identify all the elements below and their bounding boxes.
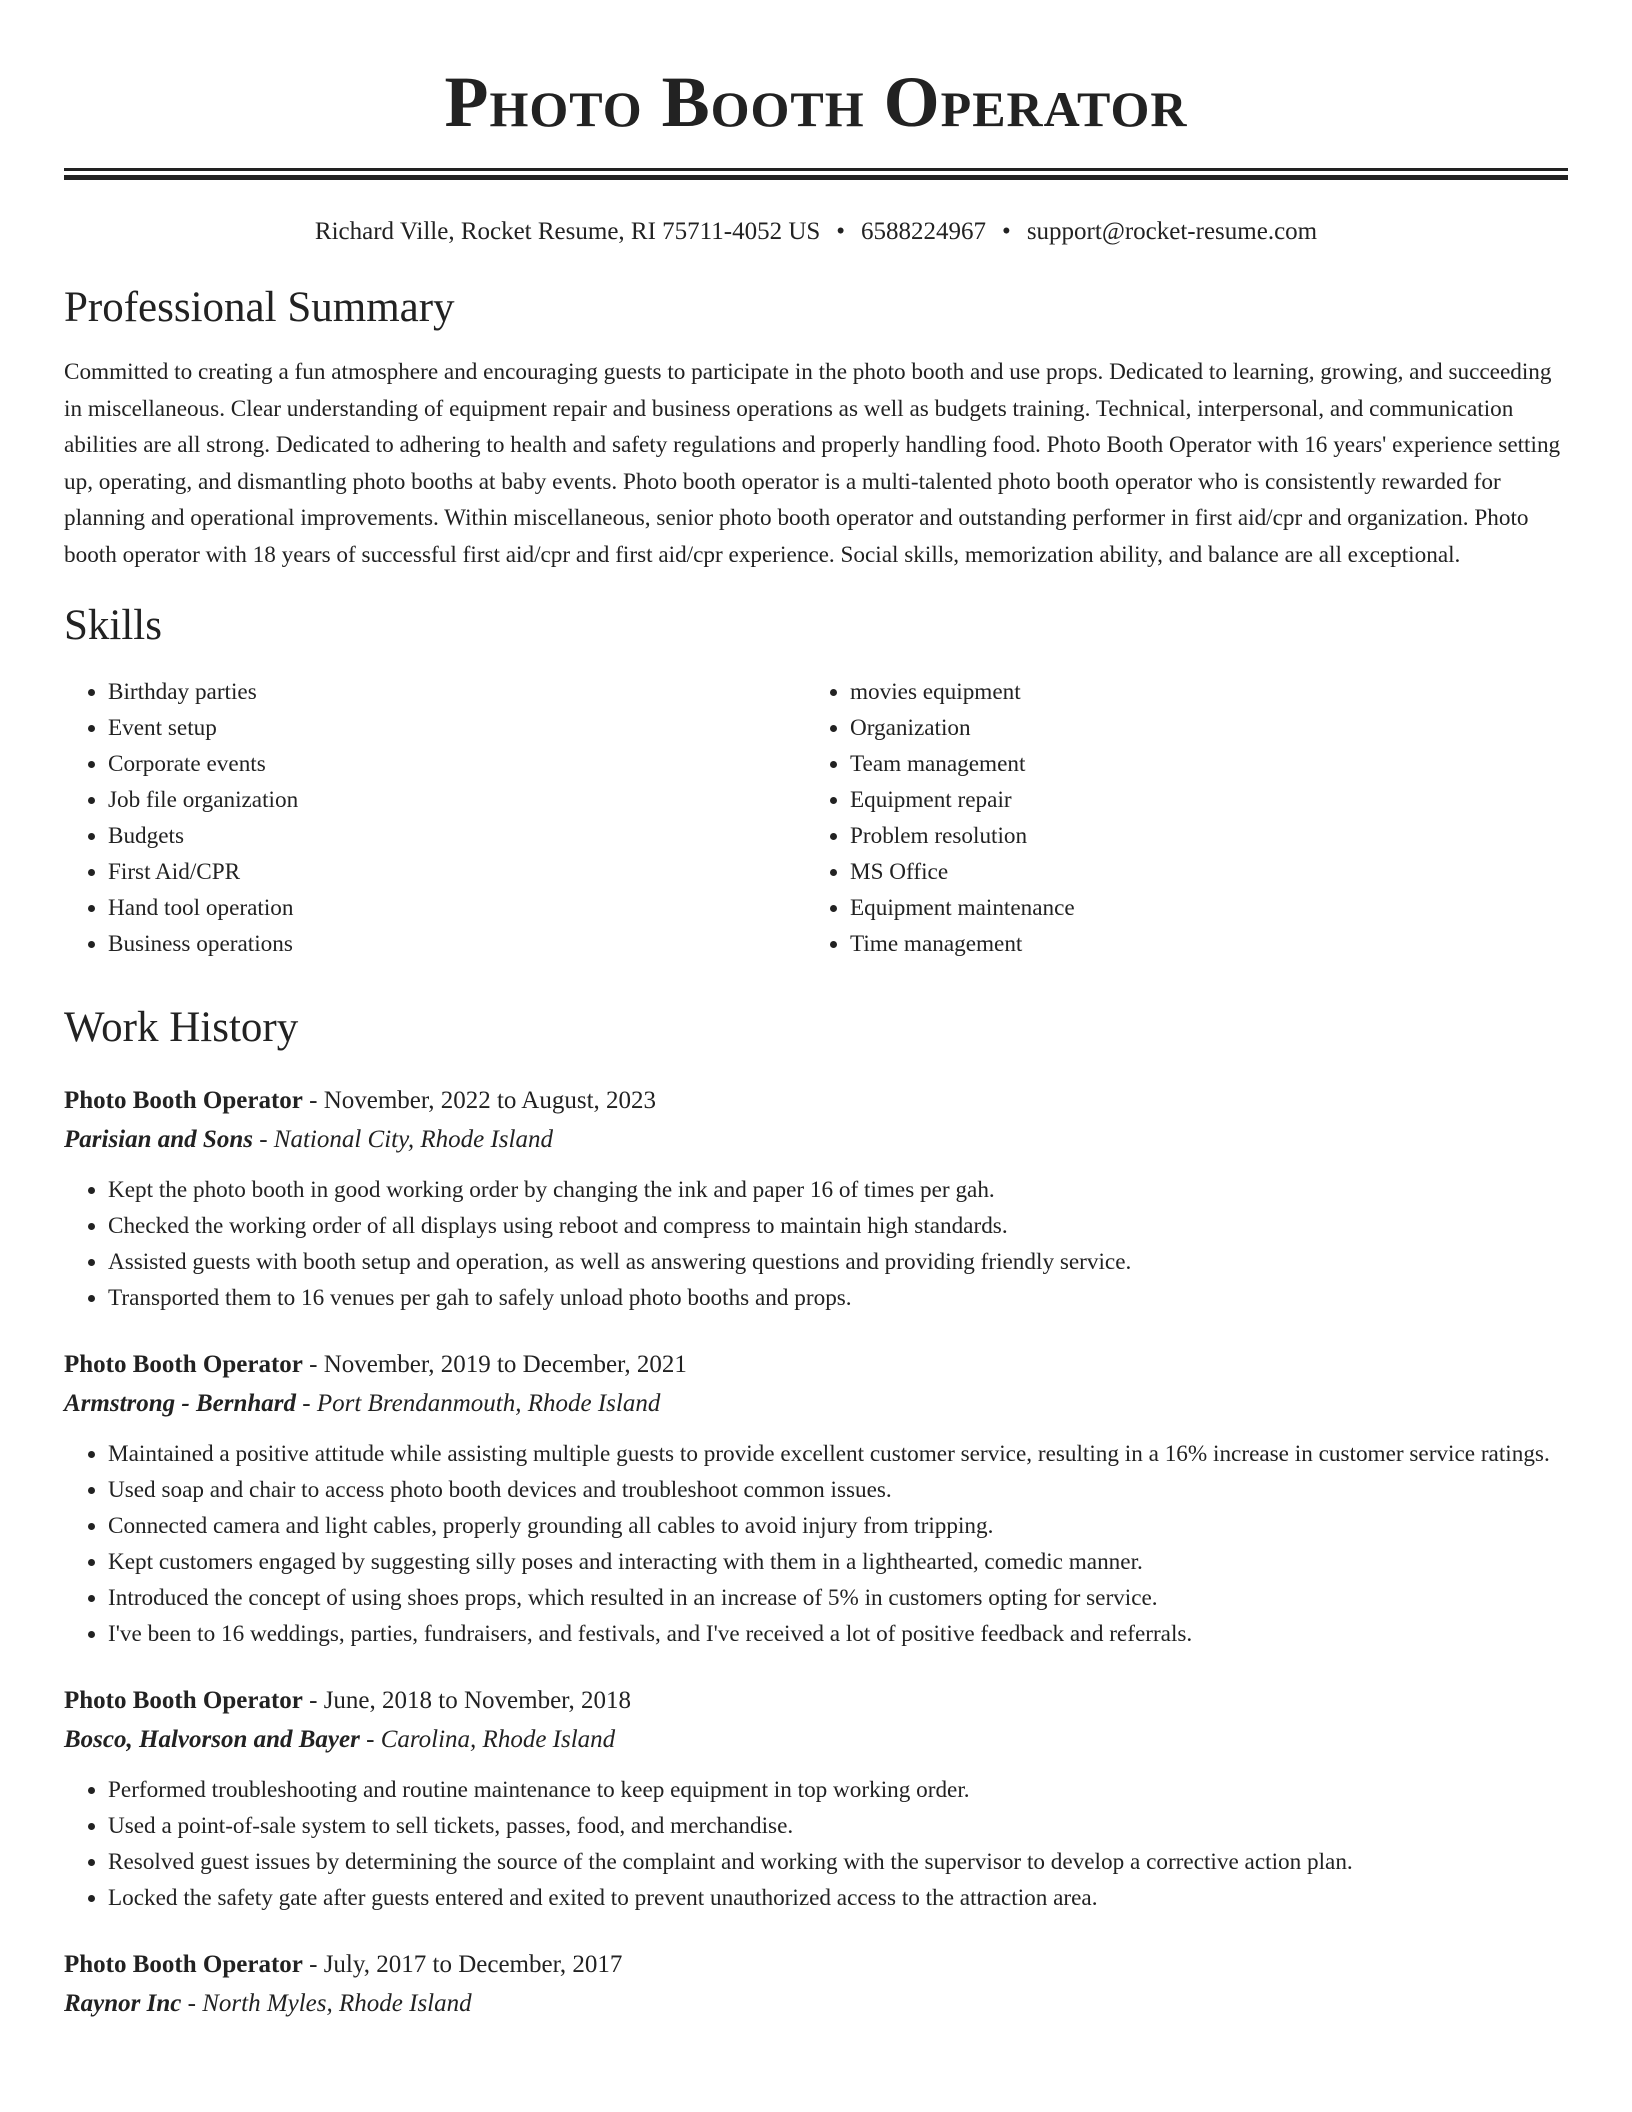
job-company-line xyxy=(64,1984,1568,2024)
job-entry xyxy=(64,1946,1568,2024)
job-company-line xyxy=(64,1120,1568,1160)
contact-address: Richard Ville, Rocket Resume, RI 75711-4052 US xyxy=(314,218,821,245)
job-entry xyxy=(64,1682,1568,1916)
skill-item: • Equipment repair xyxy=(850,782,1548,818)
job-bullet: • Introduced the concept of using shoes props, which resulted in an increase of 5% in customers opting for service. xyxy=(108,1580,1568,1616)
job-bullet: • Resolved guest issues by determining the source of the complaint and working with the supervisor to develop a corrective action plan. xyxy=(108,1844,1568,1880)
job-company: Armstrong - Bernhard xyxy=(64,1389,297,1417)
skill-item: • First Aid/CPR xyxy=(108,854,806,890)
job-bullet: • Connected camera and light cables, properly grounding all cables to avoid injury from tripping. xyxy=(108,1508,1568,1544)
job-dash: - xyxy=(302,1350,324,1378)
job-bullet: • Transported them to 16 venues per gah to safely unload photo booths and props. xyxy=(108,1280,1568,1316)
job-entry xyxy=(64,1346,1568,1652)
skill-item: • Equipment maintenance xyxy=(850,890,1548,926)
job-bullet: • Kept customers engaged by suggesting silly poses and interacting with them in a lighthearted, comedic manner. xyxy=(108,1544,1568,1580)
job-location: National City, Rhode Island xyxy=(273,1125,553,1153)
job-bullet: • Used a point-of-sale system to sell tickets, passes, food, and merchandise. xyxy=(108,1808,1568,1844)
job-title-line xyxy=(64,1682,1568,1720)
job-bullet: • I've been to 16 weddings, parties, fundraisers, and festivals, and I've received a lot of positive feedback and referrals. xyxy=(108,1616,1568,1652)
job-title-line xyxy=(64,1946,1568,1984)
job-dash: - xyxy=(252,1125,274,1153)
job-title-line xyxy=(64,1082,1568,1120)
job-location: Port Brendanmouth, Rhode Island xyxy=(316,1389,661,1417)
contact-separator: • xyxy=(1002,218,1011,245)
job-dash: - xyxy=(302,1086,324,1114)
job-bullet: • Assisted guests with booth setup and operation, as well as answering questions and providing friendly service. xyxy=(108,1244,1568,1280)
job-dash: - xyxy=(181,1989,203,2017)
job-bullet: • Kept the photo booth in good working order by changing the ink and paper 16 of times per gah. xyxy=(108,1172,1568,1208)
job-bullet: • Locked the safety gate after guests entered and exited to prevent unauthorized access to the attraction area. xyxy=(108,1880,1568,1916)
job-bullets xyxy=(64,1436,1568,1652)
skill-item: • MS Office xyxy=(850,854,1548,890)
job-dates: July, 2017 to December, 2017 xyxy=(323,1950,623,1978)
skill-item: • Job file organization xyxy=(108,782,806,818)
job-bullet: • Maintained a positive attitude while assisting multiple guests to provide excellent customer service, resulting in a 16% increase in customer service ratings. xyxy=(108,1436,1568,1472)
resume-name-title: Photo Booth Operator xyxy=(444,62,1188,142)
job-title: Photo Booth Operator xyxy=(64,1686,303,1714)
job-company-line xyxy=(64,1384,1568,1424)
contact-line xyxy=(64,214,1568,250)
job-dash: - xyxy=(302,1686,324,1714)
header-divider xyxy=(64,168,1568,180)
job-company-line xyxy=(64,1720,1568,1760)
contact-separator: • xyxy=(836,218,846,245)
job-dates: November, 2019 to December, 2021 xyxy=(323,1350,687,1378)
skill-item: • movies equipment xyxy=(850,674,1548,710)
job-company: Bosco, Halvorson and Bayer xyxy=(64,1725,360,1753)
job-location: North Myles, Rhode Island xyxy=(202,1989,472,2017)
skill-item: • Organization xyxy=(850,710,1548,746)
skill-item: • Problem resolution xyxy=(850,818,1548,854)
summary-heading: Professional Summary xyxy=(64,284,455,331)
skill-item: • Corporate events xyxy=(108,746,806,782)
job-company: Parisian and Sons xyxy=(64,1125,253,1153)
skill-item: • Hand tool operation xyxy=(108,890,806,926)
job-title: Photo Booth Operator xyxy=(64,1350,303,1378)
skill-item: • Time management xyxy=(850,926,1548,962)
skill-item: • Business operations xyxy=(108,926,806,962)
job-bullets xyxy=(64,1772,1568,1916)
job-dates: November, 2022 to August, 2023 xyxy=(323,1086,657,1114)
summary-text: Committed to creating a fun atmosphere and encouraging guests to participate in the photo booth and use props. Dedicated to learning, growing, and succeeding in miscellaneous. Clear understanding of equipment repair and business operations as well as budgets training. Technical, interpersonal, and communication abilities are all strong. Dedicated to adhering to health and safety regulations and properly handling food. Photo Booth Operator with 16 years' experience setting up, operating, and dismantling photo booths at baby events. Photo booth operator is a multi-talented photo booth operator who is consistently rewarded for planning and operational improvements. Within miscellaneous, senior photo booth operator and outstanding performer in first aid/cpr and organization. Photo booth operator with 18 years of successful first aid/cpr and first aid/cpr experience. Social skills, memorization ability, and balance are all exceptional. xyxy=(64,359,1561,568)
job-dates: June, 2018 to November, 2018 xyxy=(323,1686,631,1714)
skill-item: • Team management xyxy=(850,746,1548,782)
job-bullet: • Used soap and chair to access photo booth devices and troubleshoot common issues. xyxy=(108,1472,1568,1508)
contact-email: support@rocket-resume.com xyxy=(1026,218,1318,245)
skill-item: • Birthday parties xyxy=(108,674,806,710)
skills-list-right xyxy=(806,674,1548,962)
skills-columns xyxy=(64,674,1568,962)
job-entry xyxy=(64,1082,1568,1316)
job-title-line xyxy=(64,1346,1568,1384)
skills-heading: Skills xyxy=(64,601,162,649)
job-dash: - xyxy=(302,1950,324,1978)
job-title: Photo Booth Operator xyxy=(64,1086,303,1114)
skill-item: • Event setup xyxy=(108,710,806,746)
job-bullet: • Checked the working order of all displays using reboot and compress to maintain high standards. xyxy=(108,1208,1568,1244)
skills-list-left xyxy=(64,674,806,962)
job-dash: - xyxy=(296,1389,317,1417)
work-history-heading: Work History xyxy=(64,1003,299,1051)
contact-phone: 6588224967 xyxy=(861,218,987,245)
job-company: Raynor Inc xyxy=(64,1989,182,2017)
skill-item: • Budgets xyxy=(108,818,806,854)
job-title: Photo Booth Operator xyxy=(64,1950,303,1978)
job-location: Carolina, Rhode Island xyxy=(380,1725,616,1753)
job-bullet: • Performed troubleshooting and routine maintenance to keep equipment in top working order. xyxy=(108,1772,1568,1808)
job-dash: - xyxy=(359,1725,381,1753)
job-bullets xyxy=(64,1172,1568,1316)
